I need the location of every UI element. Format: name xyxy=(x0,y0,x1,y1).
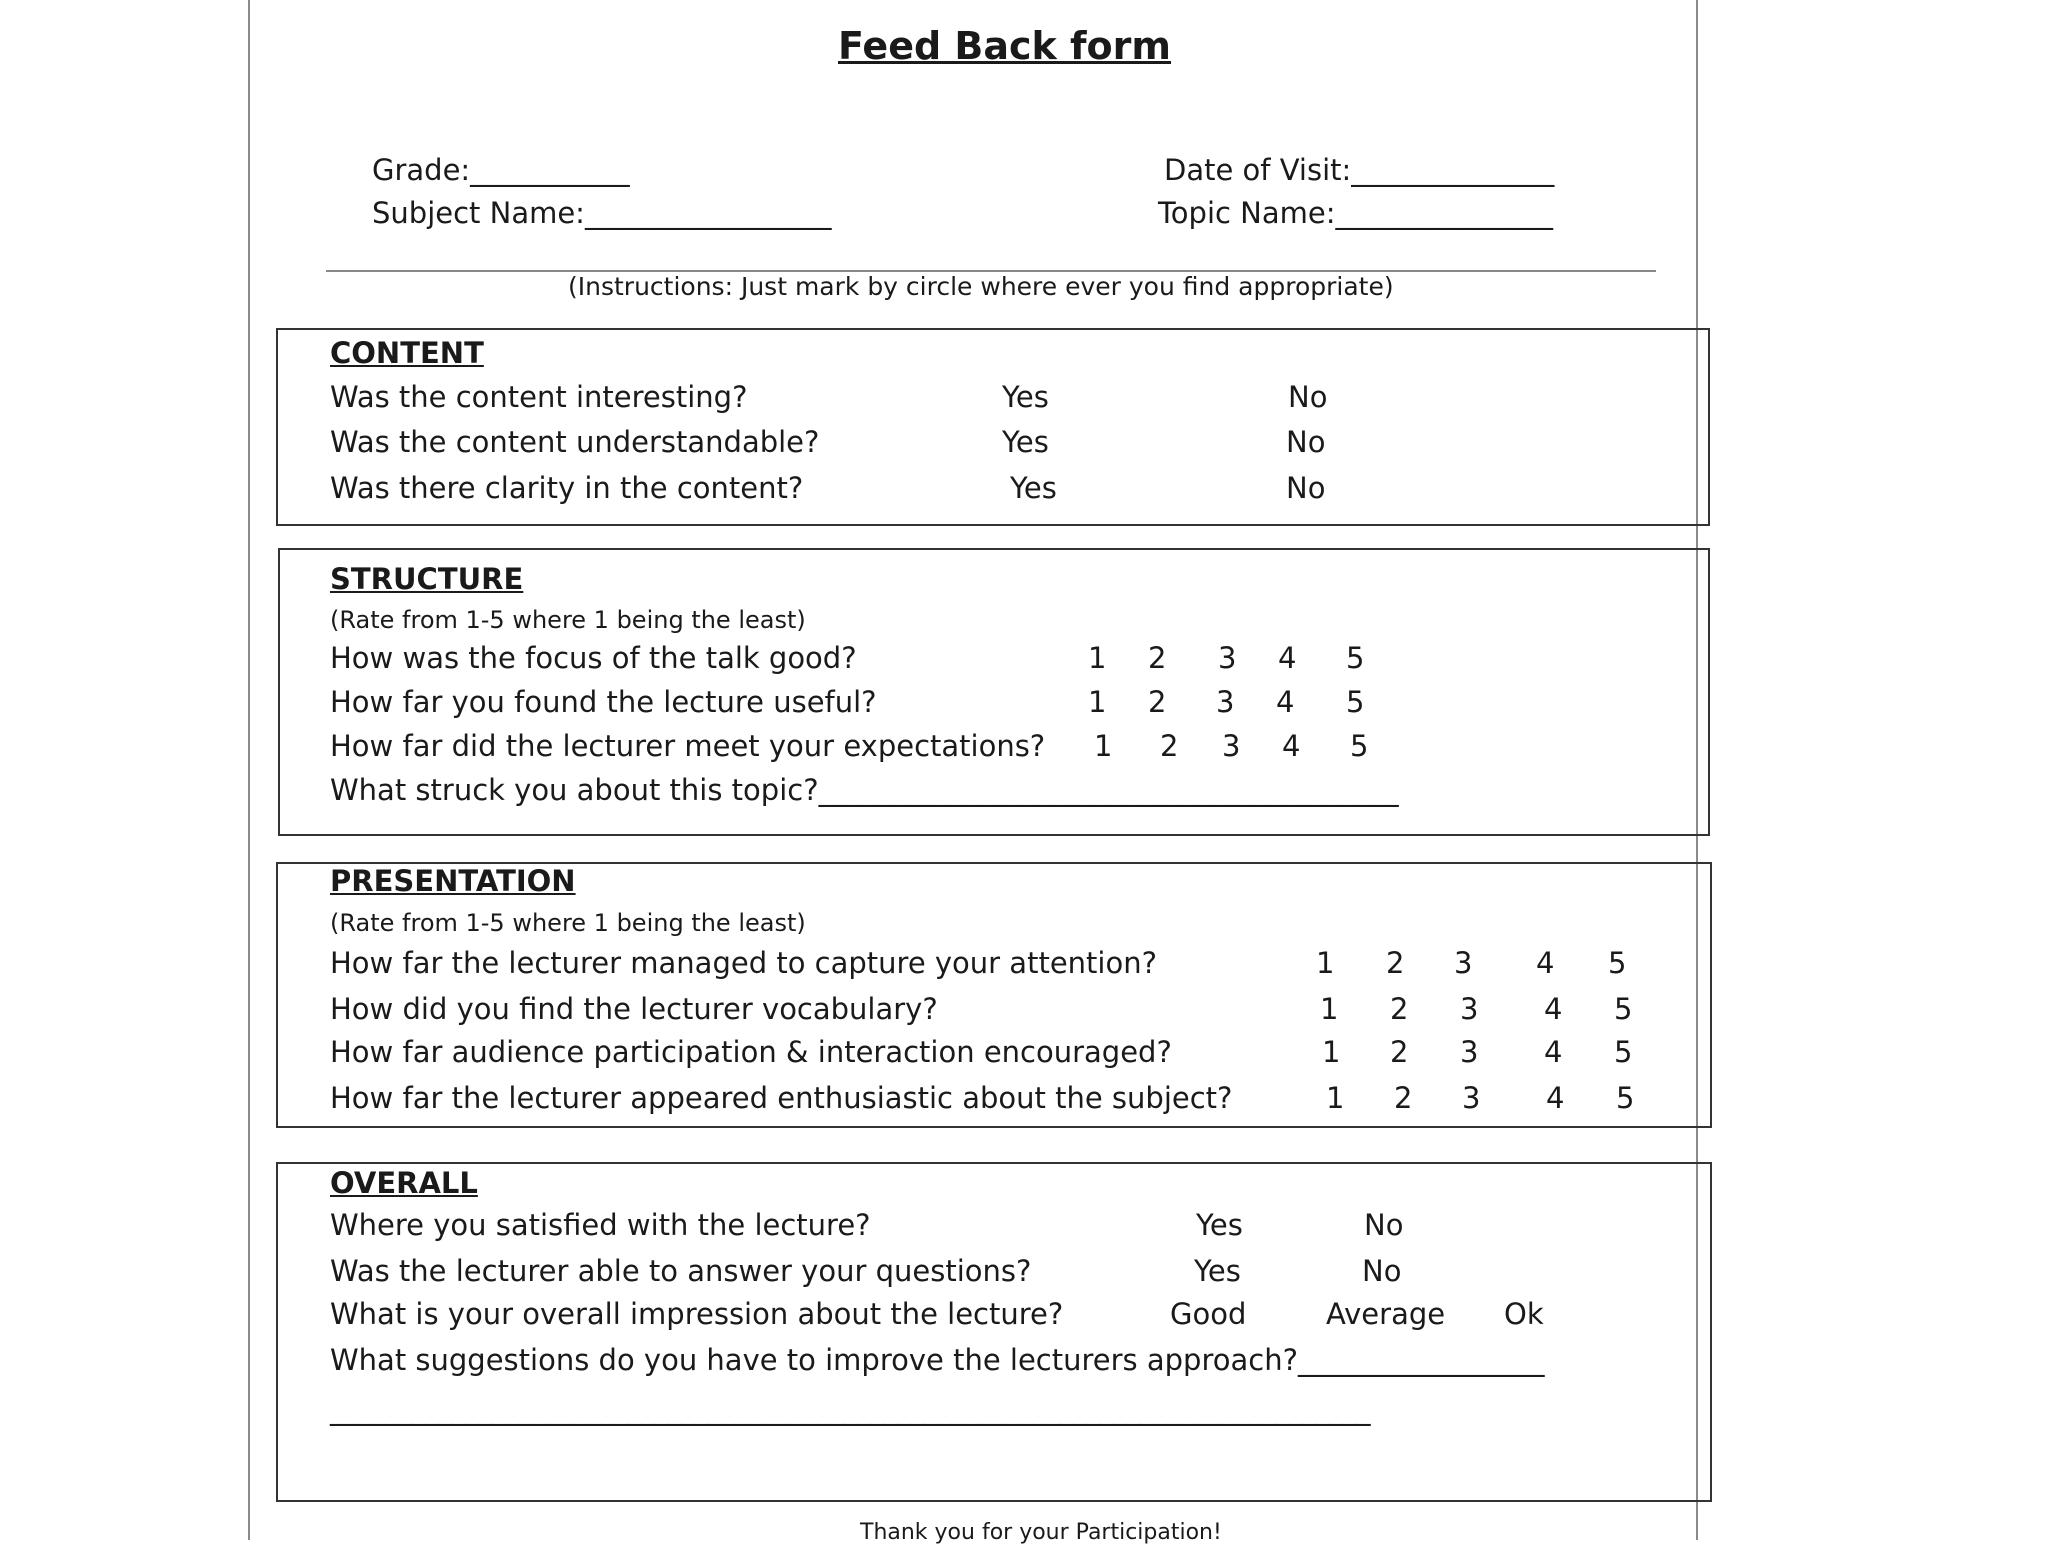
structure-q3-rating-4[interactable]: 4 xyxy=(1282,729,1301,763)
presentation-q2-rating-1[interactable]: 1 xyxy=(1320,992,1339,1026)
structure-q3-rating-3[interactable]: 3 xyxy=(1222,729,1241,763)
footer-thanks: Thank you for your Participation! xyxy=(860,1520,1222,1545)
presentation-q2-rating-2[interactable]: 2 xyxy=(1390,992,1409,1026)
presentation-q2-rating-4[interactable]: 4 xyxy=(1544,992,1563,1026)
overall-q3-good[interactable]: Good xyxy=(1170,1297,1247,1331)
content-question-2: Was the content understandable? xyxy=(330,425,820,459)
content-question-1: Was the content interesting? xyxy=(330,380,748,414)
structure-q1-rating-4[interactable]: 4 xyxy=(1278,641,1297,675)
presentation-q4-rating-2[interactable]: 2 xyxy=(1394,1081,1413,1115)
structure-question-3: How far did the lecturer meet your expectations? xyxy=(330,729,1046,763)
presentation-q4-rating-5[interactable]: 5 xyxy=(1616,1081,1635,1115)
structure-q2-rating-5[interactable]: 5 xyxy=(1346,685,1365,719)
presentation-question-4: How far the lecturer appeared enthusiastic about the subject? xyxy=(330,1081,1233,1115)
overall-q2-no[interactable]: No xyxy=(1362,1254,1402,1288)
overall-question-2: Was the lecturer able to answer your questions? xyxy=(330,1254,1032,1288)
structure-question-1: How was the focus of the talk good? xyxy=(330,641,857,675)
presentation-question-3: How far audience participation & interaction encouraged? xyxy=(330,1035,1172,1069)
content-q3-yes[interactable]: Yes xyxy=(1010,471,1057,505)
overall-suggestions-line[interactable]: _____________________________________________________________________________ xyxy=(330,1392,1370,1426)
structure-q1-rating-3[interactable]: 3 xyxy=(1218,641,1237,675)
overall-suggestions-question[interactable]: What suggestions do you have to improve the lecturers approach?_________________ xyxy=(330,1343,1545,1377)
presentation-q3-rating-4[interactable]: 4 xyxy=(1544,1035,1563,1069)
structure-q2-rating-1[interactable]: 1 xyxy=(1088,685,1107,719)
content-q1-yes[interactable]: Yes xyxy=(1002,380,1049,414)
content-q1-no[interactable]: No xyxy=(1288,380,1328,414)
presentation-q4-rating-4[interactable]: 4 xyxy=(1546,1081,1565,1115)
content-q2-no[interactable]: No xyxy=(1286,425,1326,459)
structure-q3-rating-2[interactable]: 2 xyxy=(1160,729,1179,763)
presentation-q4-rating-3[interactable]: 3 xyxy=(1462,1081,1481,1115)
presentation-q4-rating-1[interactable]: 1 xyxy=(1326,1081,1345,1115)
presentation-question-2: How did you find the lecturer vocabulary? xyxy=(330,992,938,1026)
form-title: Feed Back form xyxy=(838,24,1172,68)
overall-q1-no[interactable]: No xyxy=(1364,1208,1404,1242)
instructions: (Instructions: Just mark by circle where ever you find appropriate) xyxy=(568,272,1394,301)
presentation-q3-rating-1[interactable]: 1 xyxy=(1322,1035,1341,1069)
overall-title: OVERALL xyxy=(330,1166,478,1200)
presentation-q1-rating-5[interactable]: 5 xyxy=(1608,946,1627,980)
content-question-3: Was there clarity in the content? xyxy=(330,471,804,505)
structure-note: (Rate from 1-5 where 1 being the least) xyxy=(330,606,806,634)
presentation-q2-rating-5[interactable]: 5 xyxy=(1614,992,1633,1026)
overall-q3-ok[interactable]: Ok xyxy=(1504,1297,1544,1331)
structure-question-2: How far you found the lecture useful? xyxy=(330,685,877,719)
content-q2-yes[interactable]: Yes xyxy=(1002,425,1049,459)
presentation-q3-rating-2[interactable]: 2 xyxy=(1390,1035,1409,1069)
presentation-question-1: How far the lecturer managed to capture your attention? xyxy=(330,946,1157,980)
date-of-visit-field: Date of Visit:______________ xyxy=(1164,153,1555,187)
structure-q1-rating-1[interactable]: 1 xyxy=(1088,641,1107,675)
grade-field: Grade:___________ xyxy=(372,153,630,187)
structure-q3-rating-5[interactable]: 5 xyxy=(1350,729,1369,763)
overall-q1-yes[interactable]: Yes xyxy=(1196,1208,1243,1242)
presentation-q1-rating-1[interactable]: 1 xyxy=(1316,946,1335,980)
overall-q3-average[interactable]: Average xyxy=(1326,1297,1446,1331)
structure-open-question[interactable]: What struck you about this topic?________________________________________ xyxy=(330,773,1399,807)
overall-question-1: Where you satisfied with the lecture? xyxy=(330,1208,871,1242)
presentation-q2-rating-3[interactable]: 3 xyxy=(1460,992,1479,1026)
presentation-q3-rating-5[interactable]: 5 xyxy=(1614,1035,1633,1069)
structure-q2-rating-4[interactable]: 4 xyxy=(1276,685,1295,719)
structure-q3-rating-1[interactable]: 1 xyxy=(1094,729,1113,763)
structure-q1-rating-2[interactable]: 2 xyxy=(1148,641,1167,675)
presentation-q3-rating-3[interactable]: 3 xyxy=(1460,1035,1479,1069)
overall-question-3: What is your overall impression about the lecture? xyxy=(330,1297,1064,1331)
structure-title: STRUCTURE xyxy=(330,562,524,596)
structure-q1-rating-5[interactable]: 5 xyxy=(1346,641,1365,675)
presentation-q1-rating-4[interactable]: 4 xyxy=(1536,946,1555,980)
content-title: CONTENT xyxy=(330,336,484,370)
subject-name-field: Subject Name:_________________ xyxy=(372,196,832,230)
content-q3-no[interactable]: No xyxy=(1286,471,1326,505)
topic-name-field: Topic Name:_______________ xyxy=(1158,196,1553,230)
presentation-title: PRESENTATION xyxy=(330,864,576,898)
presentation-q1-rating-2[interactable]: 2 xyxy=(1386,946,1405,980)
overall-q2-yes[interactable]: Yes xyxy=(1194,1254,1241,1288)
structure-q2-rating-2[interactable]: 2 xyxy=(1148,685,1167,719)
presentation-q1-rating-3[interactable]: 3 xyxy=(1454,946,1473,980)
presentation-note: (Rate from 1-5 where 1 being the least) xyxy=(330,909,806,937)
structure-q2-rating-3[interactable]: 3 xyxy=(1216,685,1235,719)
